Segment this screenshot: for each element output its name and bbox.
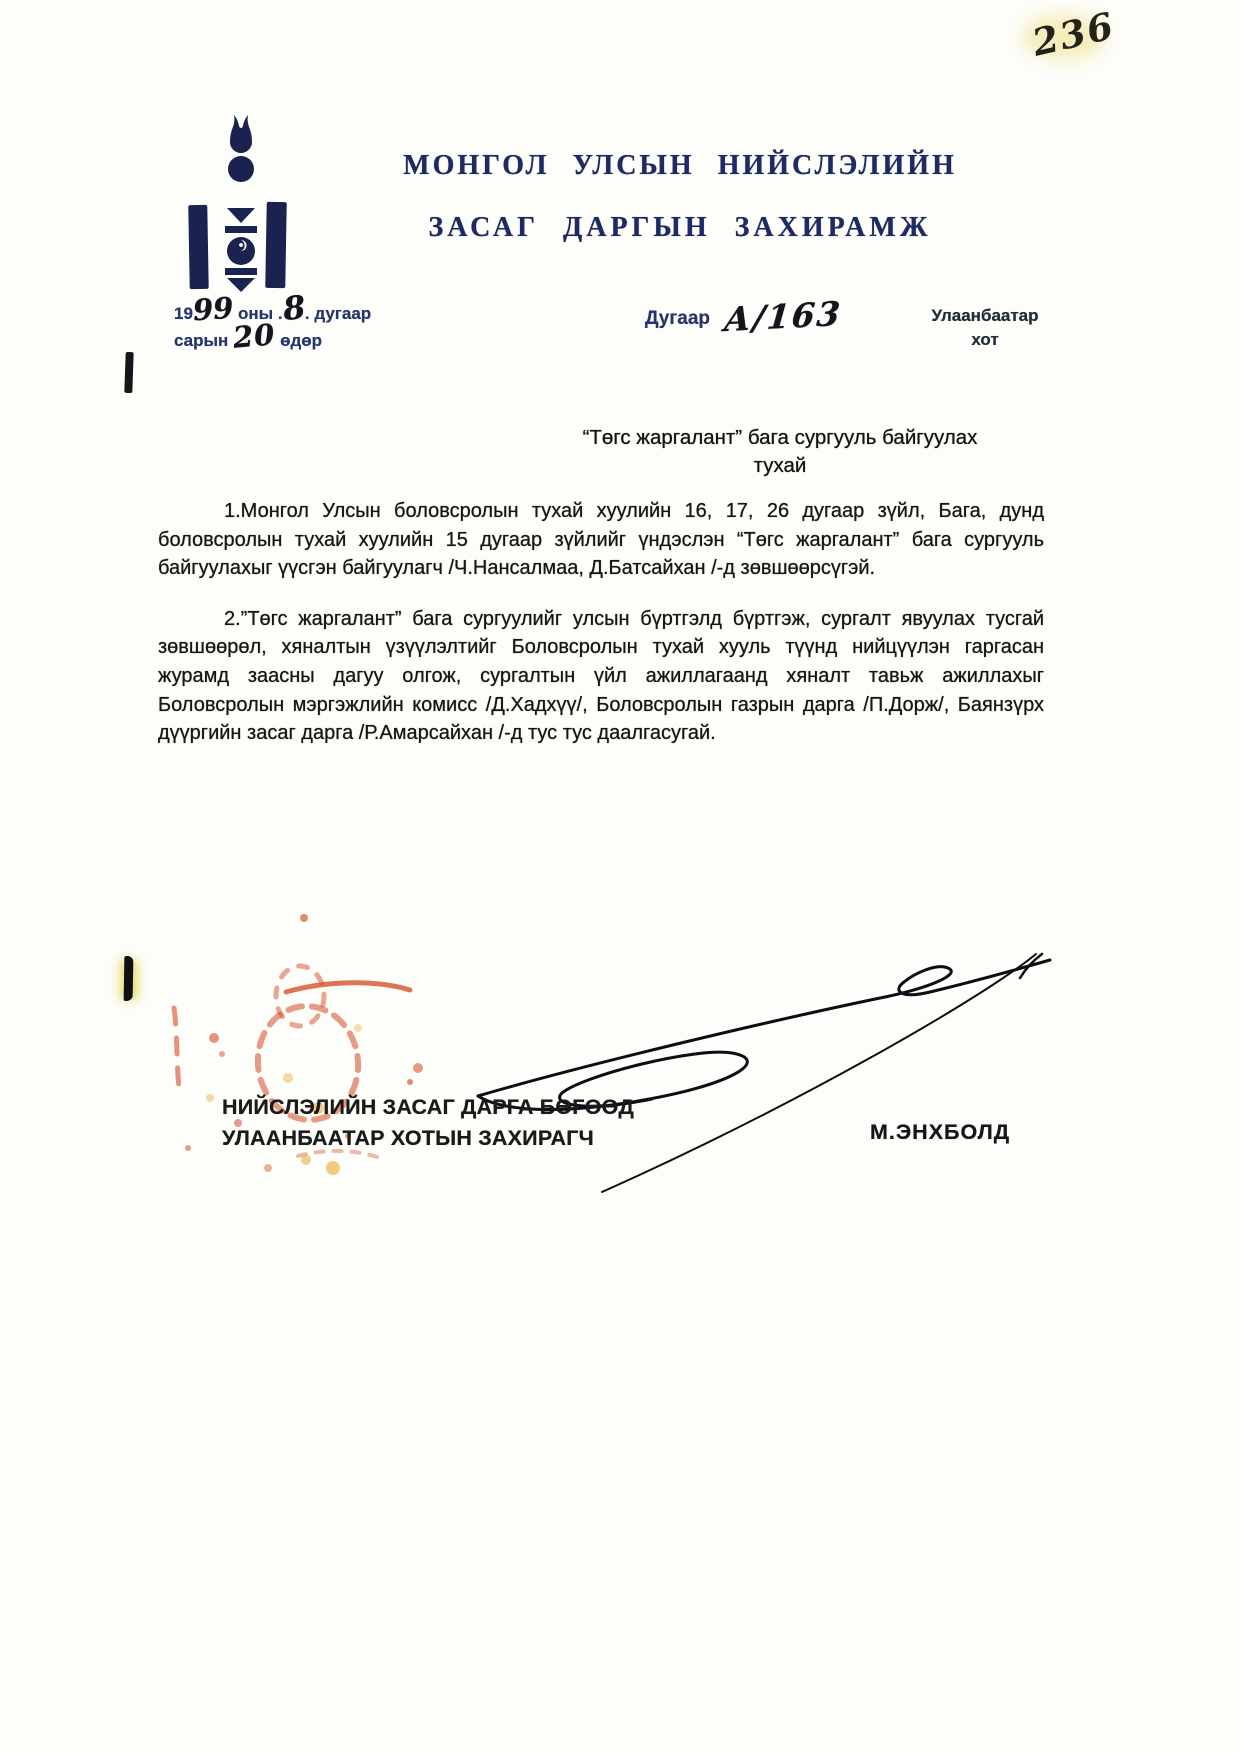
- decree-number-label: Дугаар: [645, 308, 710, 329]
- signatory-title-line-2: УЛААНБААТАР ХОТЫН ЗАХИРАГЧ: [222, 1126, 594, 1150]
- decree-number-block: [645, 293, 844, 340]
- date-block: [174, 287, 454, 355]
- date-day-handwritten: 20: [231, 317, 277, 355]
- place-word: хот: [971, 330, 999, 349]
- signatory-title: [222, 1092, 692, 1154]
- title-line-2: ЗАСАГ ДАРГЫН ЗАХИРАМЖ: [428, 212, 932, 243]
- signatory-title-line-1: НИЙСЛЭЛИЙН ЗАСАГ ДАРГА БӨГӨӨД: [222, 1095, 635, 1119]
- binding-scan-mark: [124, 352, 133, 393]
- binding-scan-mark-2: [124, 956, 134, 1001]
- body-text: [158, 497, 1044, 748]
- date-line2-suffix: өдөр: [280, 331, 323, 350]
- subject-line-1: “Төгс жаргалант” бага сургууль байгуулах: [582, 426, 978, 449]
- decree-number-handwritten: А/163: [722, 293, 844, 340]
- soyombo-emblem-icon: [186, 112, 296, 292]
- paragraph-1: 1.Монгол Улсын боловсролын тухай хуулийн 16, 17, 26 дугаар зүйл, Бага, дунд боловсролын тухай хуулийн 15 дугаар зүйлийг үндэслэн “Төгс жаргалант” бага сургууль байгуулахыг үүсгэн байгуулагч /Ч.Нансалмаа, Д.Батсайхан /-д зөвшөөрсүгэй.: [158, 500, 1044, 580]
- signature-icon: [460, 938, 1080, 1218]
- subject-line-2: тухай: [753, 454, 807, 477]
- subject-block: [480, 424, 1080, 480]
- paragraph-2: 2.”Төгс жаргалант” бага сургуулийг улсын бүртгэлд бүртгэж, сургалт явуулах тусгай зөвшөөрөл, хяналтын үзүүлэлтийг Боловсролын тухай хууль түүнд нийцүүлэн гаргасан журамд заасны дагуу олгож, сургалтын үйл ажиллагаанд хяналт тавьж ажиллахыг Боловсролын мэргэжлийн комисс /Д.Хадхүү/, Боловсролын газрын дарга /П.Дорж/, Баянзүрх дүүргийн засаг дарга /Р.Амарсайхан /-д тус тус даалгасугай.: [158, 607, 1044, 745]
- date-line2-label: сарын: [174, 331, 229, 350]
- date-after-month: . дугаар: [304, 304, 372, 323]
- handwritten-page-number: 236: [1028, 3, 1120, 65]
- signatory-name: М.ЭНХБОЛД: [870, 1120, 1011, 1144]
- date-year-printed: 19: [174, 304, 193, 323]
- date-year-handwritten: 99: [191, 290, 235, 328]
- document-title: [350, 150, 1010, 244]
- place-city: Улаанбаатар: [931, 306, 1039, 325]
- title-line-1: МОНГОЛ УЛСЫН НИЙСЛЭЛИЙН: [403, 150, 957, 181]
- date-after-year: оны .: [233, 304, 283, 323]
- date-month-handwritten: 8: [280, 287, 307, 329]
- place-block: [918, 304, 1052, 352]
